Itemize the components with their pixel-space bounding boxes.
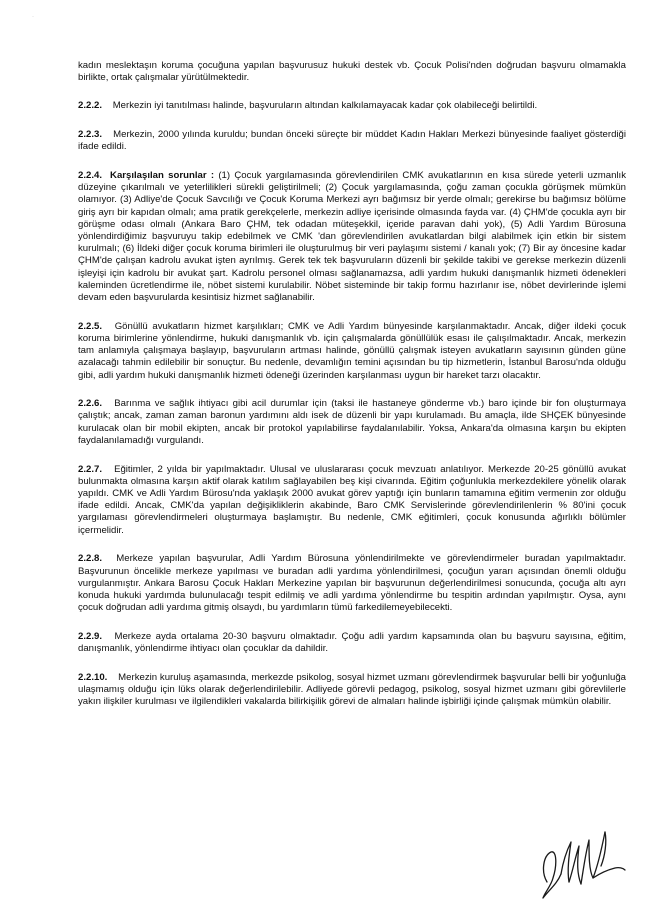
section-number: 2.2.6. <box>78 398 103 410</box>
section-number: 2.2.2. <box>78 100 103 112</box>
section-text: Merkezin kuruluş aşamasında, merkezde psikolog, sosyal hizmet uzmanı görevlendirmek başvurular belli bir yoğunluğa ulaşmamış olduğu için lüks olarak değerlendirilebilir. Adliyede görevli pedagog, psikolog, sosyal hizmet uzmanı gibi görevlilerle yakın ilişkiler kurulması ve ilgilendikleri vakalarda bilirkişilik görevi de almaları halinde işbirliği içinde çalışmak mümkün olabilir. <box>78 671 627 708</box>
handwritten-signature <box>535 812 627 902</box>
section-text: Barınma ve sağlık ihtiyacı gibi acil durumlar için (taksi ile hastaneye gönderme vb.) baro içinde bir fon oluşturmaya çalıştık; ancak, zaman zaman baronun yardımını aldı isek de düzenli bir yapı kurulamadı. Bu amaçla, ilde SHÇEK bünyesinde kurulacak olan bir mobil ekipten, ancak bir protokol yapılabilirse faydalanılabilir. Yoksa, Ankara'da olmasına karşın bu ekipten faydalanılamadığı vurgulandı. <box>78 398 626 446</box>
section-text: (1) Çocuk yargılamasında görevlendirilen CMK avukatlarının en kısa sürede yeterli uzmanlık düzeyine çıkarılmalı ve yeterlilikleri sürekli geliştirilmeli; (2) Çocuk yargılamasında, çoğu zaman çocukla görüşmek mümkün olamıyor. (3) Adliye'de Çocuk Savcılığı ve Çocuk Koruma Merkezi ayrı bağımsız bir yerde olmalı; gerekirse bu bağımsız bölüme giriş ayrı bir kapıdan olmalı; ama pratik gerekçelerle, merkezin adliye içerisinde olmasında fayda var. (4) ÇHM'de çocukla ayrı bir görüşme odası olmalı (Ankara Baro ÇHM, tek odadan müteşekkil, içeride paravan dahi yok), (5) Adli Yardım Bürosuna yönlendirdiğimiz başvuruyu takip edebilmek ve CMK 'dan görevlendirilen avukatlardan bilgi alabilmek için etkin bir sistem kurulmalı; (6) İldeki diğer çocuk koruma birimleri ile oluşturulmuş bir veri paylaşımı sistemi / kanalı yok; (7) Bir ay öncesine kadar ÇHM'de çalışan kadrolu avukat işten ayrılmış. Gerek tek tek başvuruların düzenli bir şekilde takibi ve gerekse merkezin düzenli işleyişi için kadrolu bir avukat şart. Kadrolu personel olması sağlanamazsa, adli yardım hukuki danışmanlık hizmeti ödenekleri kaleminden ücretlendirme ile, nöbet sistemi kurulabilir. Nöbet sisteminde bir takip formu hazırlanır ise, nöbet devirlerinde işlemi devam eden başvurularda kesintisiz hizmet sağlanabilir. <box>78 170 626 304</box>
section-2-2-4 <box>78 170 626 304</box>
section-2-2-10 <box>78 672 626 709</box>
section-2-2-2 <box>78 100 626 112</box>
section-number: 2.2.5. <box>78 320 103 332</box>
section-text: Merkezin iyi tanıtılması halinde, başvuruların altından kalkılamayacak kadar çok olabileceği belirtildi. <box>112 100 538 112</box>
section-number: 2.2.8. <box>78 553 103 565</box>
section-text: Merkeze ayda ortalama 20-30 başvuru olmaktadır. Çoğu adli yardım kapsamında olan bu başvuru sayısına, eğitim, danışmanlık, yönlendirme ihtiyacı olan çocuklar da dahildir. <box>78 630 626 655</box>
section-2-2-6 <box>78 398 626 447</box>
section-2-2-7 <box>78 464 626 537</box>
section-number: 2.2.9. <box>78 630 103 642</box>
section-2-2-9 <box>78 631 626 655</box>
section-text: Gönüllü avukatların hizmet karşılıkları; CMK ve Adli Yardım bünyesinde karşılanmaktadır. Ancak, diğer ildeki çocuk koruma birimlerine yönlendirme, hukuki danışmanlık vb. için çalışmalarda gönüllülük esası ile çalışılmaktadır. Ancak, merkezin tam anlamıyla çalışmaya başlayıp, başvuruların artması halinde, gönüllü çalışmak isteyen avukatların sayısının günden güne azalacağı tahmin edilebilir bir sonuçtur. Bu nedenle, devamlığın temini açısından bu tip hizmetlerin, İstanbul Barosu'nda olduğu gibi, adli yardım hukuki danışmanlık hizmeti ödeneği üzerinden karşılanması uygun bir hareket tarzı olacaktır. <box>78 320 627 381</box>
document-body <box>78 60 626 725</box>
section-2-2-8 <box>78 553 626 614</box>
section-text: Merkezin, 2000 yılında kuruldu; bundan önceki süreçte bir müddet Kadın Hakları Merkezi bünyesinde faaliyet gösterdiği ifade edildi. <box>78 129 627 153</box>
corner-mark: · <box>32 14 34 20</box>
section-text: Eğitimler, 2 yılda bir yapılmaktadır. Ulusal ve uluslararası çocuk mevzuatı anlatılıyor. Merkezde 20-25 gönüllü avukat bulunmakta olmasına karşın aktif olarak katılım sağlayabilen beş kişi civarında. Eğitim çoğunlukla merkezdekilere yönelik olarak yapıldı. CMK ve Adli Yardım Bürosu'nda yaklaşık 2000 avukat görev yaptığı için bunların tamamına eğitim vermenin zor olduğu ifade edildi. Ancak, CMK'da yapılan değişikliklerin akabinde, Baro CMK Servislerinde görevlendirilenlerin % 80'ini çocuk yargılaması görevlendirmeleri oluşturmaya başlamıştır. Bu nedenle, CMK eğitimleri, çocuk konusunda ağırlıklı bölümler içermelidir. <box>78 463 626 536</box>
section-number: 2.2.3. <box>78 129 103 141</box>
section-2-2-5 <box>78 321 626 382</box>
section-number: 2.2.10. <box>78 671 108 683</box>
section-number: 2.2.7. <box>78 463 103 475</box>
intro-paragraph: kadın meslektaşın koruma çocuğuna yapılan başvurusuz hukuki destek vb. Çocuk Polisi'nden doğrudan başvuru olmamakla birlikte, ortak çalışmalar yürütülmektedir. <box>78 60 626 84</box>
section-text: Merkeze yapılan başvurular, Adli Yardım Bürosuna yönlendirilmekte ve görevlendirmeler buradan yapılmaktadır. Başvurunun öncelikle merkeze yapılması ve buradan adli yardıma yönlendirilmesi, çocuğun yararı açısından önemli olduğu vurgulanmıştır. Ankara Barosu Çocuk Hakları Merkezine yapılan bir başvurunun değerlendirilmesi sonucunda, çocuğa altı ayrı konuda hukuki yardımda bulunulacağı tespit edilmiş ve adli yardıma yönlendirme bu tespitin ardından yapılmıştır. Oysa, aynı çocuk doğrudan adli yardıma gitmiş olsaydı, bu yardımların tümü farkedilemeyebilecekti. <box>78 553 626 614</box>
section-title: Karşılaşılan sorunlar : <box>110 170 215 182</box>
section-2-2-3 <box>78 129 626 153</box>
section-number: 2.2.4. <box>78 170 103 182</box>
